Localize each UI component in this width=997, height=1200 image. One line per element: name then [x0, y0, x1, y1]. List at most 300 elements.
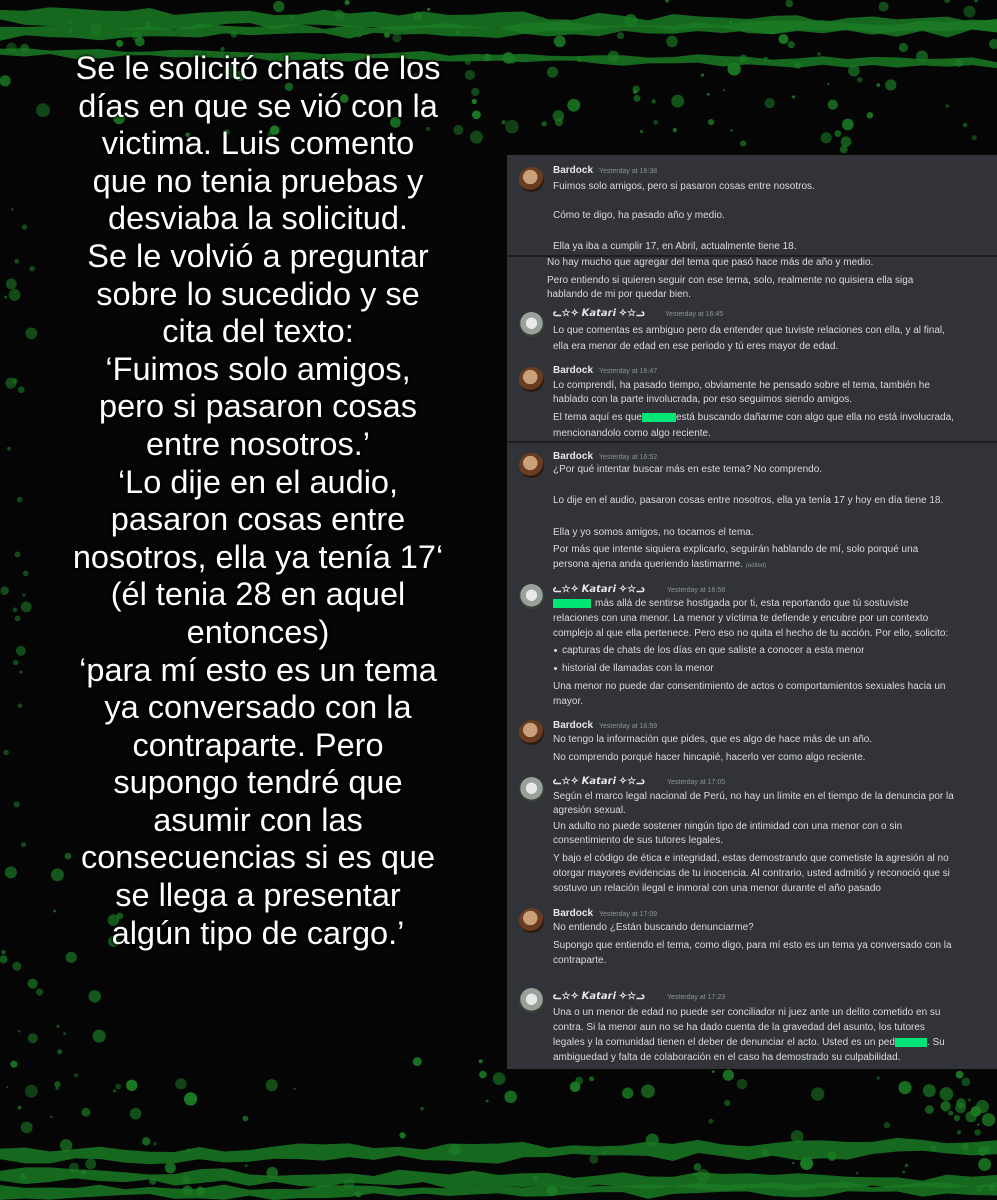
message-timestamp: Yesterday at 16:47: [599, 368, 658, 375]
paint-drop: [567, 99, 580, 112]
paint-drop: [245, 1164, 248, 1167]
paint-drop: [479, 1059, 483, 1063]
paint-drop: [9, 289, 21, 301]
paint-drop: [21, 842, 26, 847]
paint-drop: [231, 31, 237, 37]
paint-drop: [879, 2, 889, 12]
paint-drop: [964, 6, 976, 18]
paint-drop: [848, 65, 860, 77]
paint-drop: [794, 61, 801, 68]
paint-drop: [93, 1030, 106, 1043]
caption-line: supongo tendré que: [113, 764, 403, 801]
paint-drop: [18, 1106, 22, 1110]
bardock-avatar-icon: [519, 720, 544, 745]
message-timestamp: Yesterday at 16:38: [599, 168, 658, 175]
paint-drop: [989, 39, 997, 49]
paint-drop: [36, 989, 43, 996]
paint-drop: [18, 386, 25, 393]
paint-drop: [666, 36, 678, 48]
caption-line: pasaron cosas entre: [110, 501, 406, 538]
paint-drop: [546, 1185, 557, 1196]
edited-tag: (edited): [745, 563, 767, 569]
paint-drop: [28, 979, 38, 989]
message-line: contra. Si la menor aun no se ha dado cuenta de la gravedad del asunto, los tutores: [553, 1022, 925, 1033]
paint-drop: [982, 1113, 995, 1126]
paint-drop: [1, 950, 5, 954]
message-line: hablado con la parte involucrada, por eso seguimos siendo amigos.: [553, 394, 853, 405]
paint-drop: [88, 990, 100, 1002]
paint-drop: [0, 75, 11, 86]
paint-drop: [739, 55, 747, 63]
caption-line: Se le volvió a preguntar: [87, 237, 429, 274]
paint-drop: [116, 40, 123, 47]
message-text: legales y la comunidad tienen el deber de denunciar el acto. Usted es un ped: [553, 1037, 895, 1048]
paint-drop: [940, 1101, 950, 1111]
paint-drop: [273, 1, 284, 12]
redaction-bar: [642, 413, 676, 422]
paint-drop: [0, 586, 9, 595]
paint-drop: [977, 1186, 983, 1192]
paint-drop: [792, 1162, 794, 1164]
paint-drop: [50, 1116, 52, 1118]
paint-drop: [66, 952, 77, 963]
paint-drop: [504, 1090, 517, 1103]
paint-drop: [589, 1155, 598, 1164]
message-author: ᓚ☆✧ 𝙆𝙖𝙩𝙖𝙧𝙞 ✧☆ᓗ: [553, 308, 645, 319]
paint-drop: [963, 123, 968, 128]
paint-drop: [877, 1076, 880, 1079]
paint-drop: [16, 646, 26, 656]
message-text: más allá de sentirse hostigada por ti, esta reportando que tú sostuviste: [595, 598, 909, 609]
message-line: Cómo te digo, ha pasado año y medio.: [553, 210, 725, 221]
caption-line: (él tenia 28 en aquel: [110, 576, 406, 613]
caption-line: se llega a presentar: [115, 877, 401, 914]
message-line: Lo dije en el audio, pasaron cosas entre nosotros, ella ya tenía 17 y hoy en día tiene 18.: [553, 495, 944, 506]
paint-drop: [345, 0, 350, 5]
paint-drop: [11, 208, 14, 211]
paint-drop: [165, 1162, 176, 1173]
bardock-avatar-icon: [519, 908, 544, 933]
paint-drop: [547, 67, 558, 78]
paint-drop: [74, 1073, 78, 1077]
paint-drop: [811, 1087, 824, 1100]
paint-drop: [729, 21, 733, 25]
paint-drop: [518, 30, 521, 33]
paint-drop: [559, 20, 571, 32]
paint-drop: [14, 259, 19, 264]
paint-drop: [792, 95, 795, 98]
katari-avatar-icon: [519, 777, 544, 802]
caption-line: desviaba la solicitud.: [108, 200, 408, 237]
paint-drop: [708, 119, 714, 125]
paint-drop: [60, 1139, 72, 1151]
paint-drop: [641, 1084, 655, 1098]
paint-drop: [696, 1169, 710, 1183]
paint-drop: [885, 79, 896, 90]
paint-drop: [266, 1079, 278, 1091]
paint-drop: [724, 1100, 730, 1106]
paint-drop: [708, 1119, 713, 1124]
paint-drop: [978, 1158, 991, 1171]
message-line: No tengo la información que pides, que es algo de hace más de un año.: [553, 734, 873, 745]
paint-drop: [834, 130, 841, 137]
paint-drop: [63, 1032, 66, 1035]
paint-drop: [828, 99, 838, 109]
paint-drop: [640, 130, 643, 133]
paint-drop: [186, 1148, 191, 1153]
paint-drop: [14, 801, 20, 807]
message-line: historial de llamadas con la menor: [562, 663, 714, 674]
paint-drop: [266, 1167, 278, 1179]
paint-drop: [6, 42, 16, 52]
paint-drop: [955, 59, 963, 67]
paint-drop: [113, 1089, 116, 1092]
paint-drop: [577, 57, 582, 62]
paint-drop: [0, 955, 8, 963]
paint-drop: [727, 62, 740, 75]
message-line: Lo que comentas es ambiguo pero da entender que tuviste relaciones con ella, y al final,: [553, 325, 945, 336]
paint-drop: [130, 1108, 142, 1120]
paint-drop: [28, 1033, 38, 1043]
paint-drop: [633, 95, 640, 102]
paint-drop: [617, 32, 624, 39]
paint-drop: [589, 1076, 594, 1081]
paint-drop: [555, 118, 563, 126]
message-author: ᓚ☆✧ 𝙆𝙖𝙩𝙖𝙧𝙞 ✧☆ᓗ: [553, 776, 645, 787]
message-author: Bardock: [553, 720, 594, 731]
caption-line: entonces): [186, 613, 330, 650]
message-line: [553, 559, 766, 572]
caption-line: consecuencias si es que: [80, 839, 436, 876]
paint-drop: [948, 1111, 953, 1116]
message-line: Ella y yo somos amigos, no tocamos el tema.: [553, 527, 754, 538]
message-author: Bardock: [553, 365, 594, 376]
message-timestamp: Yesterday at 17:23: [667, 994, 726, 1001]
message-timestamp: Yesterday at 17:05: [667, 779, 726, 786]
paint-drop: [905, 1164, 909, 1168]
paint-drop: [876, 83, 880, 87]
caption-line: cita del texto:: [162, 313, 354, 350]
message-line: ¿Por qué intentar buscar más en este tema? No comprendo.: [553, 464, 823, 475]
paint-drop: [399, 1132, 405, 1138]
caption-line: ‘Fuimos solo amigos,: [105, 350, 411, 387]
message-line: ambiguedad y falta de colaboración en el caso ha demostrado su culpabilidad.: [553, 1052, 901, 1063]
chat-divider: [507, 441, 997, 443]
paint-drop: [243, 1116, 249, 1122]
message-author: Bardock: [553, 908, 594, 919]
paint-drop: [18, 703, 22, 707]
message-line: relaciones con una menor. La menor y víctima te defiende y encubre por un contexto: [553, 613, 929, 624]
katari-avatar-icon: [519, 988, 544, 1013]
paint-drop: [413, 1057, 422, 1066]
paint-drop: [867, 112, 874, 119]
paint-drop: [132, 31, 142, 41]
paint-drop: [344, 1178, 355, 1189]
paint-drop: [115, 1084, 121, 1090]
message-author: ᓚ☆✧ 𝙆𝙖𝙩𝙖𝙧𝙞 ✧☆ᓗ: [553, 991, 645, 1002]
paint-drop: [420, 1107, 423, 1110]
message-line: Ella ya iba a cumplir 17, en Abril, actualmente tiene 18.: [553, 241, 797, 252]
message-timestamp: Yesterday at 17:09: [599, 911, 658, 918]
paint-drop: [778, 34, 788, 44]
paint-drop: [966, 1179, 968, 1181]
message-line: [553, 598, 909, 610]
paint-drop: [841, 136, 852, 147]
chat-screenshot: [507, 155, 997, 1069]
paint-drop: [957, 1130, 961, 1134]
paint-drop: [902, 1171, 905, 1174]
paint-drop: [899, 43, 908, 52]
caption-line: que no tenia pruebas y: [92, 162, 424, 199]
paint-drop: [694, 1173, 697, 1176]
paint-drop: [22, 594, 25, 597]
caption-line: asumir con las: [153, 801, 363, 838]
paint-drop: [501, 120, 505, 124]
paint-drop: [622, 1088, 633, 1099]
paint-drop: [542, 121, 547, 126]
paint-drop: [800, 1157, 813, 1170]
message-line: [553, 1037, 945, 1049]
paint-drop: [737, 1079, 748, 1090]
paint-drop: [15, 551, 21, 557]
paint-drop: [6, 278, 17, 289]
message-line: Según el marco legal nacional de Perú, no hay un límite en el tiempo de la denuncia por la: [553, 791, 954, 802]
paint-drop: [762, 1149, 770, 1157]
paint-drop: [384, 32, 390, 38]
paint-drop: [791, 1130, 804, 1143]
paint-drop: [974, 1129, 980, 1135]
message-line: Por más que intente siquiera explicarlo, seguirán hablando de mí, solo porqué una: [553, 544, 919, 555]
paint-drop: [334, 10, 344, 20]
paint-drop: [764, 57, 768, 61]
caption-line: ‘para mí esto es un tema: [79, 651, 437, 688]
paint-drop: [916, 51, 928, 63]
paint-drop: [13, 608, 18, 613]
paint-drop: [142, 1137, 150, 1145]
caption-line: victima. Luis comento: [101, 125, 415, 162]
caption-line: pero si pasaron cosas: [99, 388, 417, 425]
paint-drop: [290, 16, 293, 19]
paint-drop: [508, 56, 516, 64]
paint-drop: [930, 1145, 936, 1151]
message-text: . Su: [926, 1037, 945, 1048]
paint-drop: [665, 0, 669, 3]
message-author: Bardock: [553, 451, 594, 462]
bardock-avatar-icon: [519, 167, 544, 192]
message-line: mencionandolo como algo reciente.: [553, 428, 711, 439]
paint-drop: [788, 41, 795, 48]
paint-drop: [955, 1102, 966, 1113]
bardock-avatar-icon: [519, 453, 544, 478]
paint-drop: [317, 1186, 321, 1190]
paint-drop: [357, 33, 362, 38]
paint-drop: [785, 0, 793, 7]
paint-drop: [80, 1169, 86, 1175]
bardock-avatar-icon: [519, 367, 544, 392]
paint-drop: [294, 1088, 296, 1090]
paint-drop: [925, 1105, 934, 1114]
paint-drop: [723, 1070, 734, 1081]
paint-drop: [69, 29, 73, 33]
paint-drop: [712, 1070, 715, 1073]
paint-drop: [85, 1159, 96, 1170]
paint-drop: [575, 1077, 583, 1085]
paint-drop: [3, 750, 9, 756]
message-text: está buscando dañarme con algo que ella no está involucrada,: [675, 412, 954, 423]
caption-line: algún tipo de cargo.’: [111, 914, 405, 951]
paint-drop: [821, 132, 832, 143]
redaction-bar: [553, 599, 591, 608]
paint-drop: [827, 1151, 837, 1161]
paint-drop: [944, 0, 950, 3]
paint-drop: [965, 1111, 976, 1122]
message-author: ᓚ☆✧ 𝙆𝙖𝙩𝙖𝙧𝙞 ✧☆ᓗ: [553, 584, 645, 595]
message-line: Supongo que entiendo el tema, como digo, para mí esto es un tema ya conversado con la: [553, 940, 952, 951]
message-line: No hay mucho que agregar del tema que pasó hace más de año y medio.: [547, 257, 874, 268]
paint-drop: [956, 1071, 964, 1079]
paint-drop: [355, 1191, 361, 1197]
paint-drop: [449, 1144, 460, 1155]
message-line: complejo al que ella pertenece. Pero eso no quita el hecho de tu acción. Por ello, solicito:: [553, 628, 949, 639]
katari-avatar-icon: [519, 312, 544, 337]
paint-drop: [153, 1142, 156, 1145]
paint-drop: [126, 1080, 137, 1091]
paint-drop: [701, 73, 704, 76]
paint-drop: [533, 1176, 538, 1181]
paint-drop: [989, 1185, 996, 1192]
message-line: Un adulto no puede sostener ningún tipo de intimidad con una menor con o sin: [553, 821, 903, 832]
paint-drop: [12, 378, 17, 383]
message-line: capturas de chats de los días en que saliste a conocer a esta menor: [562, 645, 865, 656]
bullet-icon: [554, 667, 557, 670]
paint-drop: [616, 19, 618, 21]
paint-drop: [961, 1077, 970, 1086]
paint-drop: [196, 1187, 205, 1196]
paint-drop: [646, 1134, 659, 1147]
message-line: No entiendo ¿Están buscando denunciarme?: [553, 922, 754, 933]
paint-drop: [486, 1100, 489, 1103]
paint-drop: [4, 295, 7, 298]
message-line: consentimiento de sus tutores legales.: [553, 835, 724, 846]
paint-drop: [5, 866, 17, 878]
paint-drop: [57, 1049, 62, 1054]
paint-drop: [954, 1115, 960, 1121]
message-line: [553, 412, 954, 424]
message-line: Y bajo el código de ética e integridad, estas demostrando que cometiste la agresión al no: [553, 853, 949, 864]
message-line: hablando de mi por quedar bien.: [547, 289, 691, 300]
paint-drop: [707, 93, 710, 96]
paint-drop: [91, 24, 103, 36]
paint-drop: [898, 1081, 911, 1094]
paint-drop: [54, 1081, 60, 1087]
caption-text: [28, 50, 488, 952]
caption-line: Se le solicitó chats de los: [75, 50, 441, 86]
paint-drop: [608, 51, 619, 62]
paint-drop: [17, 497, 23, 503]
paint-drop: [653, 120, 658, 125]
bullet-icon: [554, 649, 557, 652]
paint-drop: [970, 23, 973, 26]
paint-drop: [69, 21, 72, 24]
paint-drop: [603, 1151, 606, 1154]
paint-drop: [723, 89, 725, 91]
caption-line: ya conversado con la: [104, 689, 412, 726]
paint-drop: [671, 95, 684, 108]
paint-drop: [983, 1146, 990, 1153]
caption-line: sobre lo sucedido y se: [96, 275, 420, 312]
paint-drop: [149, 1178, 156, 1185]
paint-drop: [479, 1071, 487, 1079]
message-line: No comprendo porqué hacer hincapié, hacerlo ver como algo reciente.: [553, 752, 866, 763]
paint-drop: [20, 1174, 26, 1180]
paint-drop: [940, 1087, 954, 1101]
paint-drop: [56, 1025, 59, 1028]
message-timestamp: Yesterday at 16:45: [665, 311, 724, 318]
message-timestamp: Yesterday at 16:59: [599, 723, 658, 730]
paint-drop: [69, 1163, 79, 1173]
paint-drop: [392, 33, 401, 42]
message-line: contraparte.: [553, 955, 607, 966]
paint-drop: [827, 83, 829, 85]
paint-drop: [10, 1061, 17, 1068]
paint-drop: [182, 1176, 190, 1184]
paint-drop: [923, 1084, 936, 1097]
message-line: mayor.: [553, 696, 584, 707]
paint-drop: [455, 30, 460, 35]
paint-drop: [145, 21, 150, 26]
paint-drop: [19, 670, 22, 673]
paint-drop: [21, 1122, 33, 1134]
caption-line: ‘Lo dije en el audio,: [117, 463, 399, 500]
message-timestamp: Yesterday at 16:52: [599, 454, 658, 461]
paint-drop: [652, 99, 656, 103]
paint-drop: [857, 77, 863, 83]
message-timestamp: Yesterday at 16:58: [667, 587, 726, 594]
paint-drop: [884, 1122, 890, 1128]
paint-drop: [22, 224, 27, 229]
paint-drop: [730, 129, 732, 131]
paint-drop: [972, 135, 977, 140]
paint-drop: [976, 1100, 989, 1113]
paint-drop: [968, 1098, 971, 1101]
paint-drop: [25, 1085, 38, 1098]
message-line: Fuimos solo amigos, pero si pasaron cosas entre nosotros.: [553, 181, 815, 192]
paint-drop: [427, 8, 430, 11]
message-line: Pero entiendo si quieren seguir con ese tema, solo, realmente no quisiera ella siga: [547, 275, 914, 286]
message-line: Una menor no puede dar consentimiento de actos o comportamientos sexuales hacia un: [553, 681, 946, 692]
message-line: Lo comprendí, ha pasado tiempo, obviamente he pensado sobre el tema, también he: [553, 380, 930, 391]
paint-drop: [184, 1092, 197, 1105]
caption-line: días en que se vió con la: [78, 87, 438, 124]
paint-drop: [505, 120, 519, 134]
message-text: persona ajena anda queriendo lastimarme.: [553, 559, 744, 570]
paint-drop: [694, 1163, 702, 1171]
paint-drop: [182, 1185, 192, 1195]
paint-drop: [13, 660, 18, 665]
paint-drop: [624, 14, 637, 27]
caption-line: entre nosotros.’: [145, 425, 370, 462]
caption-line: nosotros, ella ya tenía 17‘: [72, 538, 444, 575]
paint-drop: [975, 0, 978, 2]
caption-line: contraparte. Pero: [132, 726, 384, 763]
paint-drop: [673, 128, 677, 132]
paint-drop: [12, 962, 21, 971]
paint-drop: [633, 85, 640, 92]
paint-drop: [15, 616, 21, 622]
paint-drop: [554, 35, 566, 47]
paint-drop: [413, 12, 422, 21]
message-author: Bardock: [553, 165, 594, 176]
